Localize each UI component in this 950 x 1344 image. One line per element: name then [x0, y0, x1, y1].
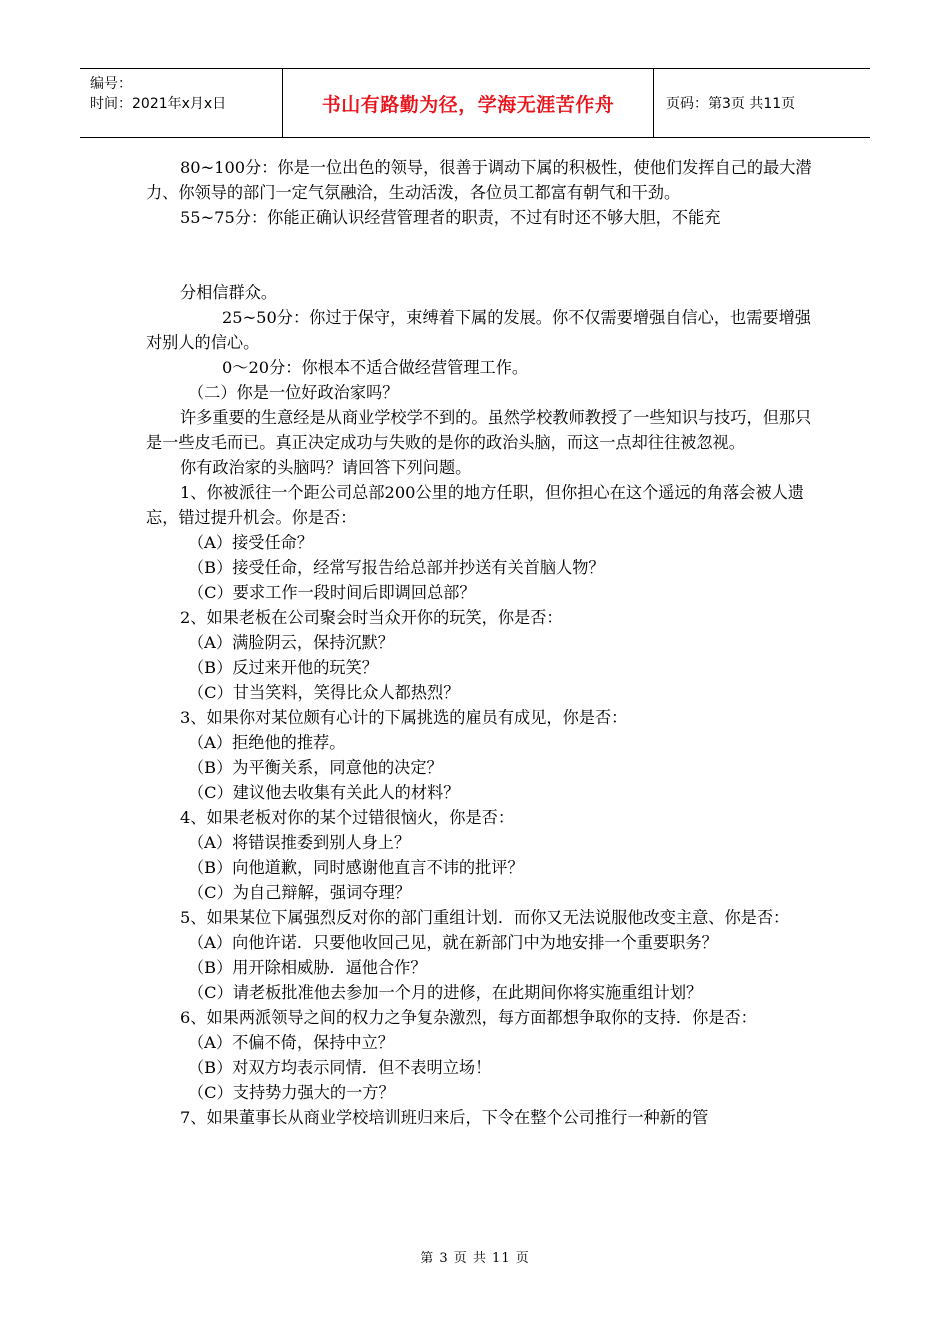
paragraph: （B）为平衡关系，同意他的决定？: [188, 758, 443, 777]
paragraph: （C）支持势力强大的一方？: [188, 1083, 395, 1102]
paragraph: 5、如果某位下属强烈反对你的部门重组计划．而你又无法说服他改变主意、你是否：: [180, 908, 790, 927]
header-meta-cell: [80, 69, 283, 137]
paragraph: （C）要求工作一段时间后即调回总部？: [188, 583, 476, 602]
paragraph: （二）你是一位好政治家吗？: [188, 383, 399, 402]
paragraph: 25~50分：你过于保守，束缚着下属的发展。你不仅需要增强自信心，也需要增强对别人的信心。: [146, 308, 811, 352]
paragraph: （A）满脸阴云，保持沉默？: [188, 633, 394, 652]
paragraph: （C）为自己辩解，强词夺理？: [188, 883, 411, 902]
paragraph: （C）建议他去收集有关此人的材料？: [188, 783, 460, 802]
page-gap: [146, 230, 826, 280]
paragraph: （A）将错误推委到别人身上？: [188, 833, 411, 852]
paragraph: 许多重要的生意经是从商业学校学不到的。虽然学校教师教授了一些知识与技巧，但那只是一些皮毛而已。真正决定成功与失败的是你的政治头脑，而这一点却往往被忽视。: [146, 408, 812, 452]
paragraph: 7、如果董事长从商业学校培训班归来后，下令在整个公司推行一种新的管: [180, 1108, 709, 1127]
document-body: [146, 155, 826, 1130]
paragraph: （A）接受任命？: [188, 533, 314, 552]
paragraph: （A）拒绝他的推荐。: [188, 733, 346, 752]
paragraph: 1、你被派往一个距公司总部200公里的地方任职，但你担心在这个遥远的角落会被人遗忘，错过提升机会。你是否：: [146, 483, 804, 527]
paragraph: 分相信群众。: [180, 283, 278, 302]
paragraph: （B）反过来开他的玩笑？: [188, 658, 378, 677]
page-info: [664, 69, 870, 137]
paragraph: （B）对双方均表示同情．但不表明立场！: [188, 1058, 492, 1077]
paragraph: （A）向他许诺．只要他收回己见，就在新部门中为地安排一个重要职务？: [188, 933, 718, 952]
number-label: 编号：: [90, 76, 132, 92]
page-footer: 第 3 页 共 11 页: [420, 1251, 530, 1266]
paragraph: （B）用开除相威胁．逼他合作？: [188, 958, 427, 977]
paragraph: 6、如果两派领导之间的权力之争复杂激烈，每方面都想争取你的支持．你是否：: [180, 1008, 757, 1027]
paragraph: 2、如果老板在公司聚会时当众开你的玩笑，你是否：: [180, 608, 563, 627]
paragraph: （A）不偏不倚，保持中立？: [188, 1033, 394, 1052]
paragraph: 你有政治家的头脑吗？请回答下列问题。: [180, 458, 472, 477]
page-info-text: 页码：第3页 共11页: [666, 96, 796, 112]
motto: 书山有路勤为径，学海无涯苦作舟: [283, 69, 654, 137]
paragraph: 0～20分：你根本不适合做经营管理工作。: [222, 358, 529, 377]
paragraph: （C）请老板批准他去参加一个月的进修，在此期间你将实施重组计划？: [188, 983, 703, 1002]
date-label: 时间：2021年x月x日: [90, 96, 227, 112]
paragraph: 55~75分：你能正确认识经营管理者的职责，不过有时还不够大胆，不能充: [180, 208, 721, 227]
paragraph: （B）向他道歉，同时感谢他直言不讳的批评？: [188, 858, 524, 877]
paragraph: 80~100分：你是一位出色的领导，很善于调动下属的积极性，使他们发挥自己的最大潜力、你领导的部门一定气氛融洽，生动活泼，各位员工都富有朝气和干劲。: [146, 158, 812, 202]
paragraph: （C）甘当笑料，笑得比众人都热烈？: [188, 683, 460, 702]
paragraph: （B）接受任命，经常写报告给总部并抄送有关首脑人物？: [188, 558, 605, 577]
paragraph: 4、如果老板对你的某个过错很恼火，你是否：: [180, 808, 515, 827]
header-table: [80, 68, 870, 138]
paragraph: 3、如果你对某位颇有心计的下属挑选的雇员有成见，你是否：: [180, 708, 628, 727]
